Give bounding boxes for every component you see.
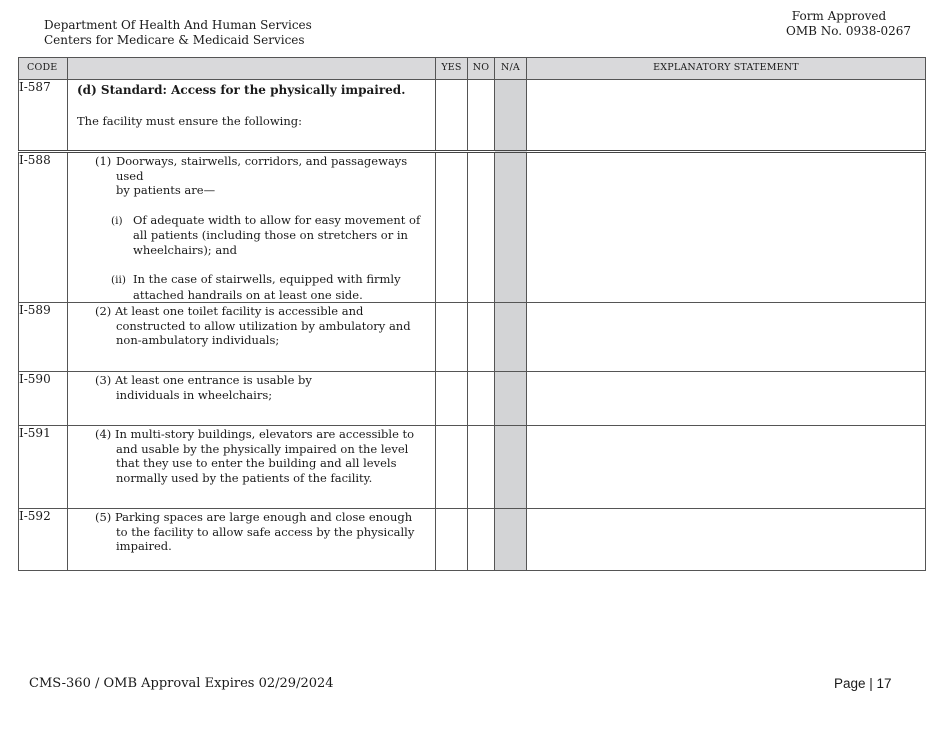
yes-cell[interactable] bbox=[436, 426, 468, 509]
requirement-text: (2) At least one toilet facility is accessible and constructed to allow utilization by ambulatory and non-ambulatory individuals; bbox=[95, 304, 411, 347]
row-code: I-592 bbox=[19, 509, 68, 571]
requirement-item-1 bbox=[68, 153, 435, 198]
column-header-requirement bbox=[68, 58, 436, 80]
row-code: I-589 bbox=[19, 303, 68, 372]
explanatory-cell[interactable] bbox=[527, 372, 926, 426]
requirement-cell bbox=[68, 80, 436, 152]
na-cell[interactable] bbox=[495, 426, 527, 509]
explanatory-cell[interactable] bbox=[527, 426, 926, 509]
column-header-explanatory: EXPLANATORY STATEMENT bbox=[527, 58, 926, 80]
sub-item-text: In the case of stairwells, equipped with firmly attached handrails on at least one side. bbox=[133, 272, 401, 302]
form-footer-id: CMS-360 / OMB Approval Expires 02/29/2024 bbox=[29, 676, 334, 691]
page-number: Page | 17 bbox=[834, 676, 892, 691]
requirement-cell bbox=[68, 509, 436, 571]
item-text-line1: Doorways, stairwells, corridors, and passageways used bbox=[116, 154, 408, 183]
explanatory-cell[interactable] bbox=[527, 80, 926, 152]
requirement-cell bbox=[68, 303, 436, 372]
yes-cell[interactable] bbox=[436, 509, 468, 571]
yes-cell[interactable] bbox=[436, 372, 468, 426]
requirement-text: (5) Parking spaces are large enough and close enough to the facility to allow safe access by the physically impaired. bbox=[95, 510, 415, 553]
yes-cell[interactable] bbox=[436, 303, 468, 372]
no-cell[interactable] bbox=[468, 152, 495, 303]
row-code: I-588 bbox=[19, 152, 68, 303]
column-header-na: N/A bbox=[495, 58, 527, 80]
item-number: (1) bbox=[95, 154, 112, 168]
sub-item-ii bbox=[68, 272, 435, 302]
yes-cell[interactable] bbox=[436, 152, 468, 303]
sub-item-i bbox=[68, 213, 435, 258]
row-code: I-591 bbox=[19, 426, 68, 509]
sub-item-label: (i) bbox=[111, 214, 123, 227]
agency-name: Department Of Health And Human Services bbox=[44, 18, 312, 32]
standard-title: (d) Standard: Access for the physically impaired. bbox=[77, 83, 406, 97]
column-header-yes: YES bbox=[436, 58, 468, 80]
no-cell[interactable] bbox=[468, 80, 495, 152]
approval-header bbox=[786, 9, 912, 39]
requirement-text: (3) At least one entrance is usable by individuals in wheelchairs; bbox=[95, 373, 312, 402]
requirement-cell bbox=[68, 426, 436, 509]
table-row bbox=[19, 152, 926, 303]
requirement-cell bbox=[68, 372, 436, 426]
row-code: I-587 bbox=[19, 80, 68, 152]
agency-header bbox=[44, 18, 312, 48]
no-cell[interactable] bbox=[468, 303, 495, 372]
na-cell[interactable] bbox=[495, 509, 527, 571]
na-cell[interactable] bbox=[495, 152, 527, 303]
omb-number: OMB No. 0938-0267 bbox=[786, 24, 912, 38]
standard-intro: The facility must ensure the following: bbox=[77, 113, 302, 128]
explanatory-cell[interactable] bbox=[527, 509, 926, 571]
na-cell[interactable] bbox=[495, 80, 527, 152]
survey-form-table bbox=[18, 57, 926, 571]
no-cell[interactable] bbox=[468, 426, 495, 509]
requirement-cell bbox=[68, 152, 436, 303]
column-header-no: NO bbox=[468, 58, 495, 80]
sub-item-text: Of adequate width to allow for easy movement of all patients (including those on stretchers or in wheelchairs); and bbox=[133, 212, 421, 257]
no-cell[interactable] bbox=[468, 372, 495, 426]
item-text-line2: by patients are— bbox=[116, 183, 216, 197]
table-row bbox=[19, 303, 926, 372]
table-row bbox=[19, 509, 926, 571]
na-cell[interactable] bbox=[495, 303, 527, 372]
row-code: I-590 bbox=[19, 372, 68, 426]
column-header-code: CODE bbox=[19, 58, 68, 80]
na-cell[interactable] bbox=[495, 372, 527, 426]
table-row bbox=[19, 80, 926, 152]
sub-item-label: (ii) bbox=[111, 274, 126, 286]
form-approved-label: Form Approved bbox=[791, 9, 887, 23]
yes-cell[interactable] bbox=[436, 80, 468, 152]
table-header-row bbox=[19, 58, 926, 80]
agency-subname: Centers for Medicare & Medicaid Services bbox=[44, 33, 305, 47]
table-row bbox=[19, 372, 926, 426]
explanatory-cell[interactable] bbox=[527, 303, 926, 372]
requirement-text: (4) In multi-story buildings, elevators are accessible to and usable by the physically impaired on the level that they use to enter the building and all levels normally used by the patients of the facility. bbox=[95, 427, 415, 485]
explanatory-cell[interactable] bbox=[527, 152, 926, 303]
table-row bbox=[19, 426, 926, 509]
no-cell[interactable] bbox=[468, 509, 495, 571]
